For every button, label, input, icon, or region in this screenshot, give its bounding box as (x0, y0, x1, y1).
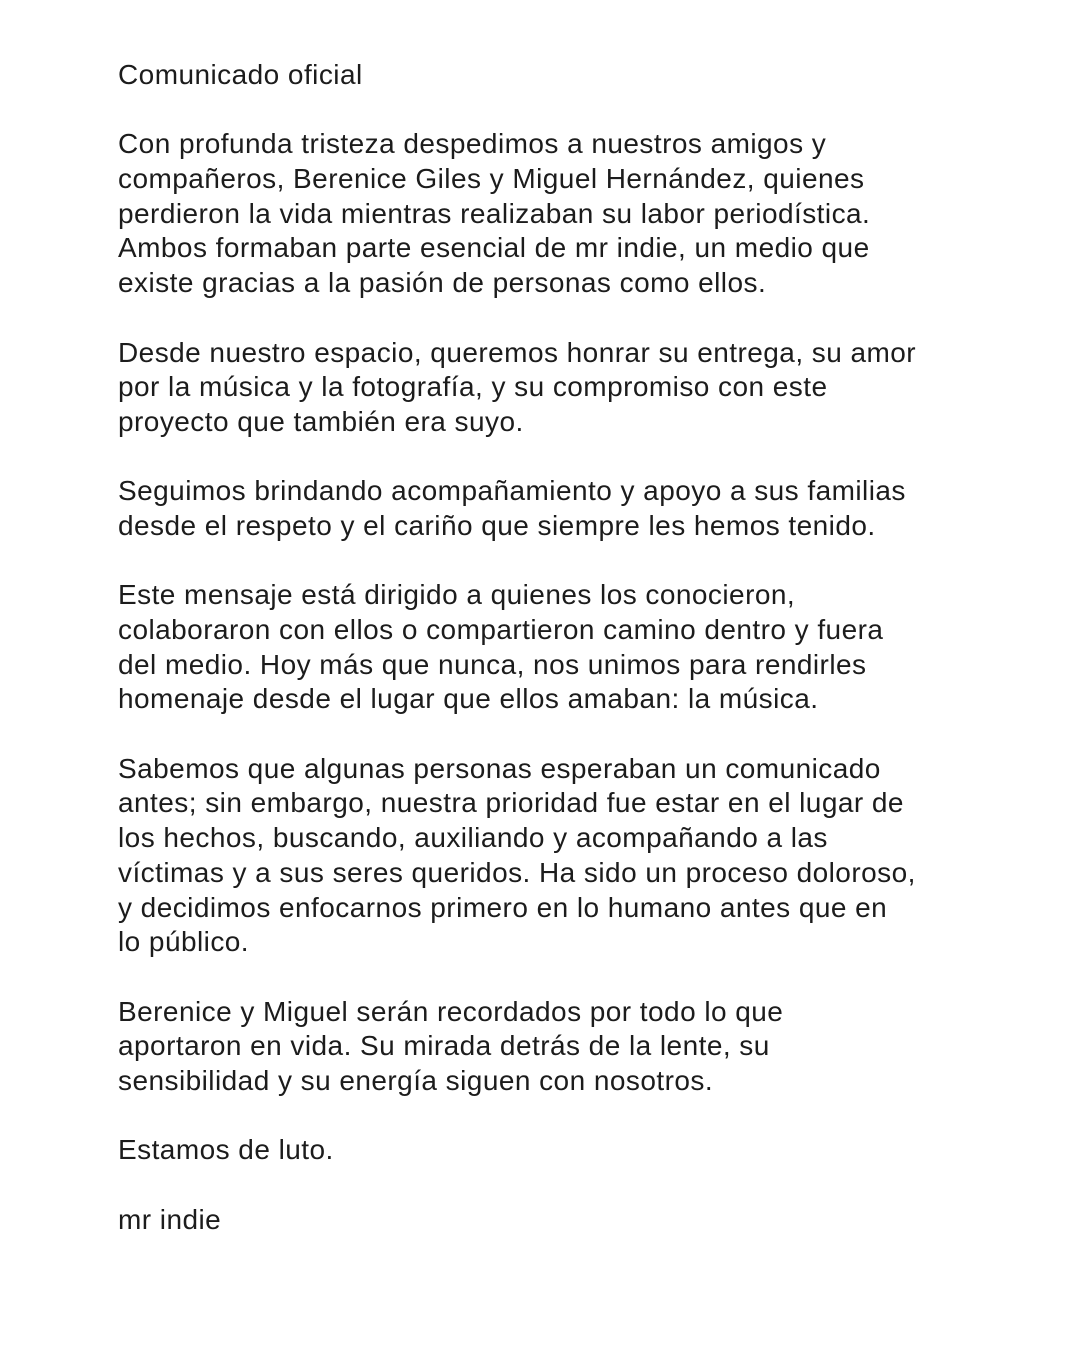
text-line: los hechos, buscando, auxiliando y acompañando a las (118, 822, 828, 854)
text-line: sensibilidad y su energía siguen con nosotros. (118, 1064, 714, 1096)
text-line: antes; sin embargo, nuestra prioridad fue estar en el lugar de (118, 787, 904, 819)
text-line: desde el respeto y el cariño que siempre les hemos tenido. (118, 509, 876, 541)
text-line: Ambos formaban parte esencial de mr indie, un medio que (118, 232, 870, 264)
text-line: Berenice y Miguel serán recordados por todo lo que (118, 995, 784, 1027)
text-line: existe gracias a la pasión de personas como ellos. (118, 267, 767, 299)
text-line: Seguimos brindando acompañamiento y apoyo a sus familias (118, 475, 906, 507)
text-line: Sabemos que algunas personas esperaban un comunicado (118, 752, 881, 784)
text-line: mr indie (118, 1203, 222, 1235)
text-line: Desde nuestro espacio, queremos honrar su entrega, su amor (118, 336, 917, 368)
paragraph (118, 474, 1018, 543)
text-line: colaboraron con ellos o compartieron camino dentro y fuera (118, 614, 884, 645)
title-line: Comunicado oficial (118, 59, 363, 90)
signature (118, 1203, 1018, 1238)
text-line: perdieron la vida mientras realizaban su labor periodística. (118, 197, 871, 229)
text-line: Estamos de luto. (118, 1134, 334, 1166)
statement-document (118, 58, 1018, 1272)
paragraph (118, 127, 1018, 300)
text-line: del medio. Hoy más que nunca, nos unimos para rendirles (118, 648, 867, 680)
text-line: proyecto que también era suyo. (118, 405, 524, 437)
paragraph (118, 752, 1018, 960)
text-line: víctimas y a sus seres queridos. Ha sido un proceso doloroso, (118, 856, 916, 888)
text-line: homenaje desde el lugar que ellos amaban: la música. (118, 683, 819, 715)
paragraph (118, 995, 1018, 1099)
paragraph (118, 336, 1018, 440)
document-title (118, 58, 1018, 93)
document-body (118, 127, 1018, 1237)
text-line: lo público. (118, 926, 250, 958)
text-line: Este mensaje está dirigido a quienes los conocieron, (118, 579, 796, 611)
text-line: compañeros, Berenice Giles y Miguel Hernández, quienes (118, 163, 865, 195)
text-line: por la música y la fotografía, y su compromiso con este (118, 371, 828, 403)
text-line: y decidimos enfocarnos primero en lo humano antes que en (118, 891, 888, 923)
paragraph (118, 578, 1018, 717)
text-line: aportaron en vida. Su mirada detrás de la lente, su (118, 1030, 770, 1062)
text-line: Con profunda tristeza despedimos a nuestros amigos y (118, 128, 827, 160)
paragraph (118, 1133, 1018, 1168)
